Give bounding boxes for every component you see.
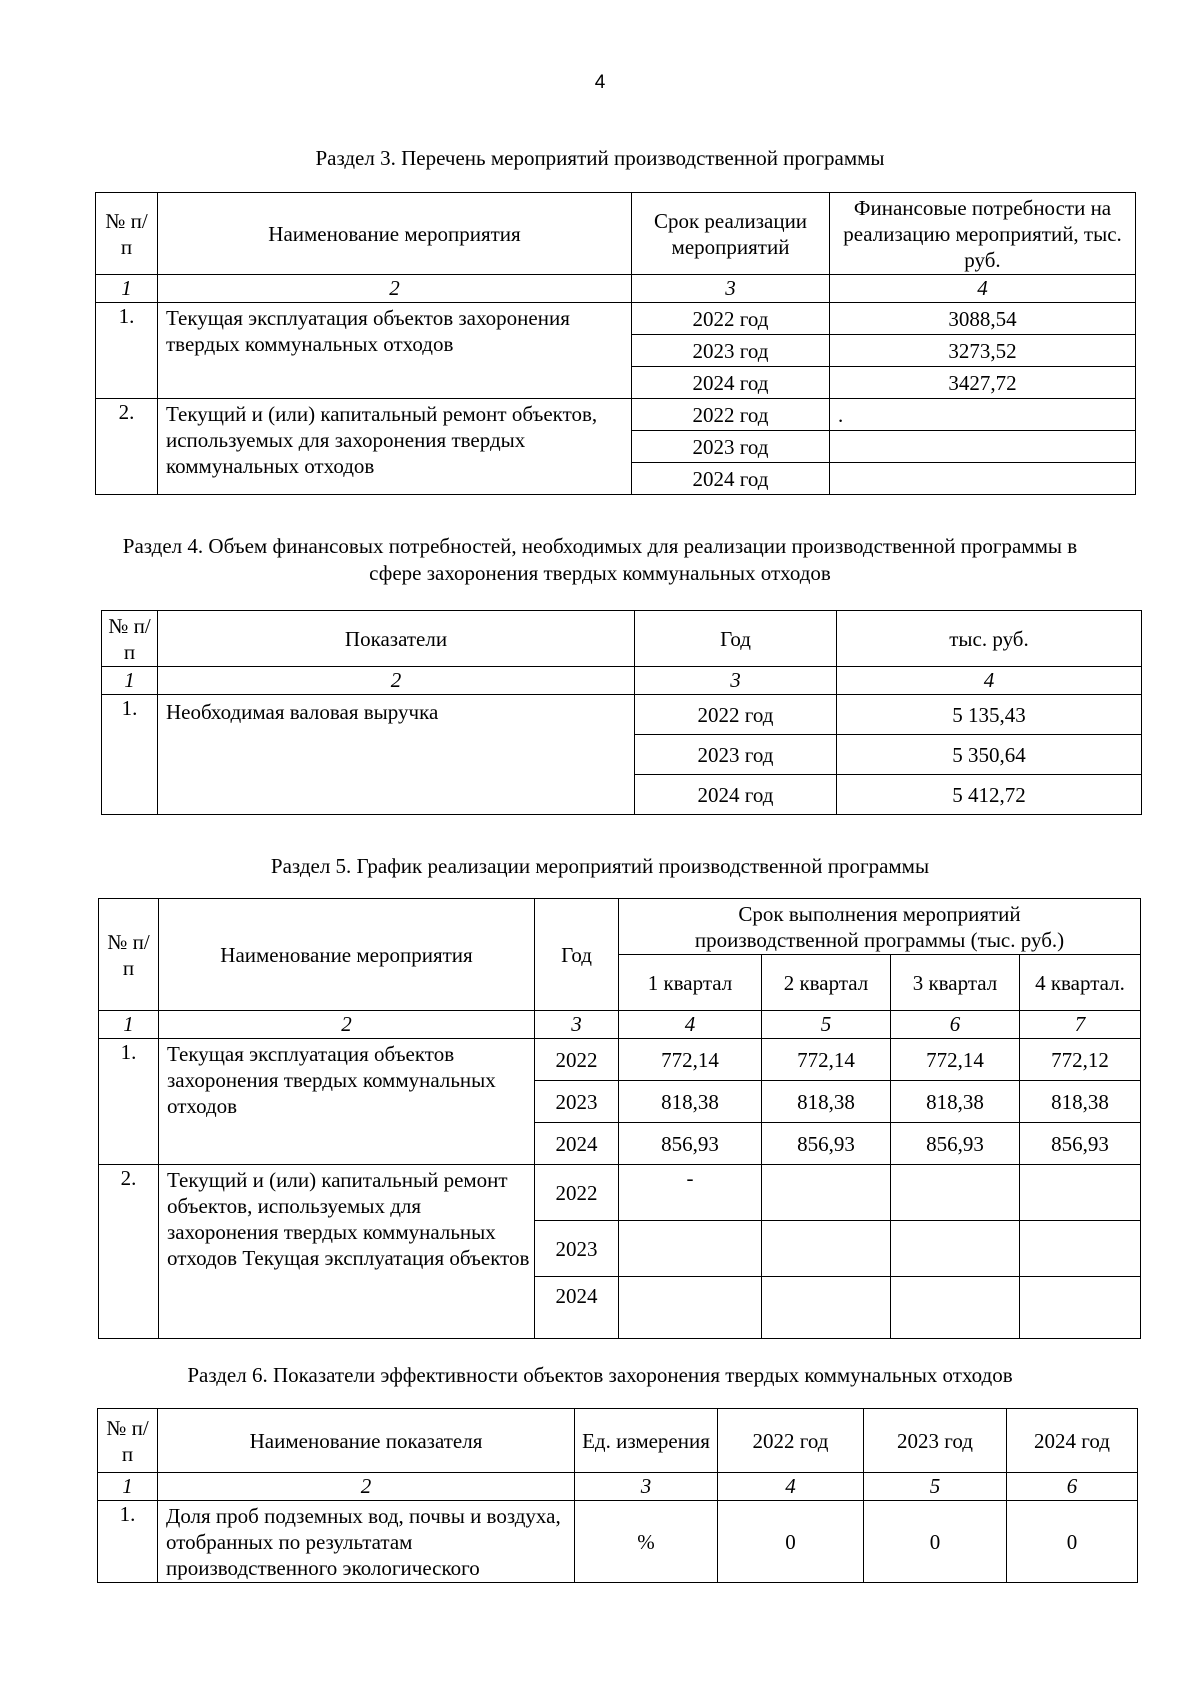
- s3-row2-year: 2024 год: [632, 463, 830, 495]
- s5-row1-q2: 856,93: [762, 1123, 891, 1165]
- s3-row1-name: Текущая эксплуатация объектов захоронения твердых коммунальных отходов: [158, 303, 632, 399]
- s4-row1-year: 2023 год: [635, 735, 837, 775]
- s5-row2-name: Текущий и (или) капитальный ремонт объектов, используемых для захоронения твердых коммунальных отходов Текущая эксплуатация объектов: [159, 1165, 535, 1339]
- s5-colnum: 5: [762, 1011, 891, 1039]
- s6-colnum: 2: [158, 1473, 575, 1501]
- s4-header-year: Год: [635, 611, 837, 667]
- section4-title: Раздел 4. Объем финансовых потребностей, необходимых для реализации производственной программы в сфере захоронения твердых коммунальных отходов: [122, 534, 1078, 585]
- s4-colnum: 4: [837, 667, 1142, 695]
- section6-table: [97, 1408, 1138, 1583]
- s5-row2-q3: [891, 1165, 1020, 1221]
- s5-row1-q1: 818,38: [619, 1081, 762, 1123]
- section3-title: Раздел 3. Перечень мероприятий производственной программы: [315, 146, 885, 170]
- section4-table: [101, 610, 1142, 815]
- s6-colnum: 4: [718, 1473, 864, 1501]
- s3-header-num: № п/п: [96, 193, 158, 275]
- s3-row1-year: 2023 год: [632, 335, 830, 367]
- s5-header-num: № п/п: [99, 899, 159, 1011]
- s5-row1-q2: 818,38: [762, 1081, 891, 1123]
- s5-row1-q4: 818,38: [1020, 1081, 1141, 1123]
- s5-colnum: 7: [1020, 1011, 1141, 1039]
- s5-row2-q1: [619, 1221, 762, 1277]
- s6-row1-unit: %: [575, 1501, 718, 1583]
- s3-row1-value: 3273,52: [830, 335, 1136, 367]
- s4-row1-value: 5 135,43: [837, 695, 1142, 735]
- s5-row2-q3: [891, 1221, 1020, 1277]
- s3-header-finance: Финансовые потребности на реализацию мероприятий, тыс. руб.: [830, 193, 1136, 275]
- s3-row1-num: 1.: [96, 303, 158, 399]
- s6-row1-2023: 0: [864, 1501, 1007, 1583]
- s5-colnum: 4: [619, 1011, 762, 1039]
- s5-row2-year: 2024: [535, 1277, 619, 1339]
- s4-colnum: 2: [158, 667, 635, 695]
- s3-row2-year: 2022 год: [632, 399, 830, 431]
- s6-header-2024: 2024 год: [1007, 1409, 1138, 1473]
- s5-row1-year: 2024: [535, 1123, 619, 1165]
- s6-row1-num: 1.: [98, 1501, 158, 1583]
- s6-header-2023: 2023 год: [864, 1409, 1007, 1473]
- s5-header-q4: 4 квартал.: [1020, 955, 1141, 1011]
- s5-header-year: Год: [535, 899, 619, 1011]
- s3-row1-value: 3088,54: [830, 303, 1136, 335]
- s5-row1-year: 2023: [535, 1081, 619, 1123]
- s4-colnum: 3: [635, 667, 837, 695]
- s5-header-group: Срок выполнения мероприятий производственной программы (тыс. руб.): [619, 899, 1141, 955]
- s5-row1-year: 2022: [535, 1039, 619, 1081]
- s3-colnum: 2: [158, 275, 632, 303]
- s5-row1-q3: 818,38: [891, 1081, 1020, 1123]
- s3-row2-value: .: [830, 399, 1136, 431]
- s3-row2-num: 2.: [96, 399, 158, 495]
- s5-row1-q4: 772,12: [1020, 1039, 1141, 1081]
- s3-header-term: Срок реализации мероприятий: [632, 193, 830, 275]
- s4-header-amount: тыс. руб.: [837, 611, 1142, 667]
- s5-row2-year: 2023: [535, 1221, 619, 1277]
- s5-colnum: 3: [535, 1011, 619, 1039]
- s3-row1-year: 2022 год: [632, 303, 830, 335]
- s3-row2-value: [830, 463, 1136, 495]
- s5-row2-q4: [1020, 1221, 1141, 1277]
- s4-row1-num: 1.: [102, 695, 158, 815]
- s6-row1-2022: 0: [718, 1501, 864, 1583]
- s5-colnum: 2: [159, 1011, 535, 1039]
- s5-row2-num: 2.: [99, 1165, 159, 1339]
- s3-row2-value: [830, 431, 1136, 463]
- s6-colnum: 1: [98, 1473, 158, 1501]
- s6-header-unit: Ед. измерения: [575, 1409, 718, 1473]
- s6-header-2022: 2022 год: [718, 1409, 864, 1473]
- section5-title: Раздел 5. График реализации мероприятий производственной программы: [270, 854, 930, 878]
- s5-row1-q3: 772,14: [891, 1039, 1020, 1081]
- section5-table: [98, 898, 1141, 1339]
- s6-colnum: 5: [864, 1473, 1007, 1501]
- s6-header-indicator: Наименование показателя: [158, 1409, 575, 1473]
- s4-row1-value: 5 412,72: [837, 775, 1142, 815]
- s5-row1-q4: 856,93: [1020, 1123, 1141, 1165]
- page-number: 4: [594, 72, 606, 93]
- s4-row1-year: 2022 год: [635, 695, 837, 735]
- s3-header-name: Наименование мероприятия: [158, 193, 632, 275]
- s5-colnum: 1: [99, 1011, 159, 1039]
- s5-row1-q1: 772,14: [619, 1039, 762, 1081]
- s4-row1-value: 5 350,64: [837, 735, 1142, 775]
- s5-row2-year: 2022: [535, 1165, 619, 1221]
- s3-colnum: 4: [830, 275, 1136, 303]
- section6-title: Раздел 6. Показатели эффективности объектов захоронения твердых коммунальных отходов: [187, 1363, 1013, 1387]
- s3-colnum: 3: [632, 275, 830, 303]
- s3-colnum: 1: [96, 275, 158, 303]
- s5-row2-q1: -: [619, 1165, 762, 1221]
- s3-row1-value: 3427,72: [830, 367, 1136, 399]
- s5-row1-q2: 772,14: [762, 1039, 891, 1081]
- s5-row2-q4: [1020, 1277, 1141, 1339]
- s4-header-indicator: Показатели: [158, 611, 635, 667]
- s5-row2-q2: [762, 1277, 891, 1339]
- s4-colnum: 1: [102, 667, 158, 695]
- s6-row1-2024: 0: [1007, 1501, 1138, 1583]
- s3-row2-name: Текущий и (или) капитальный ремонт объектов, используемых для захоронения твердых коммунальных отходов: [158, 399, 632, 495]
- section3-table: [95, 192, 1136, 495]
- s4-row1-year: 2024 год: [635, 775, 837, 815]
- s5-row1-num: 1.: [99, 1039, 159, 1165]
- s6-colnum: 6: [1007, 1473, 1138, 1501]
- s5-row2-q2: [762, 1165, 891, 1221]
- s5-header-q3: 3 квартал: [891, 955, 1020, 1011]
- s5-row2-q4: [1020, 1165, 1141, 1221]
- s5-row1-name: Текущая эксплуатация объектов захоронения твердых коммунальных отходов: [159, 1039, 535, 1165]
- s5-header-q1: 1 квартал: [619, 955, 762, 1011]
- s6-colnum: 3: [575, 1473, 718, 1501]
- s5-row2-q2: [762, 1221, 891, 1277]
- s4-row1-name: Необходимая валовая выручка: [158, 695, 635, 815]
- s5-row1-q3: 856,93: [891, 1123, 1020, 1165]
- s5-row2-q3: [891, 1277, 1020, 1339]
- s5-header-q2: 2 квартал: [762, 955, 891, 1011]
- s3-row1-year: 2024 год: [632, 367, 830, 399]
- s3-row2-year: 2023 год: [632, 431, 830, 463]
- s5-colnum: 6: [891, 1011, 1020, 1039]
- s5-row2-q1: [619, 1277, 762, 1339]
- s5-row1-q1: 856,93: [619, 1123, 762, 1165]
- s6-header-num: № п/п: [98, 1409, 158, 1473]
- s4-header-num: № п/п: [102, 611, 158, 667]
- s5-header-name: Наименование мероприятия: [159, 899, 535, 1011]
- s6-row1-name: Доля проб подземных вод, почвы и воздуха, отобранных по результатам производственного экологического: [158, 1501, 575, 1583]
